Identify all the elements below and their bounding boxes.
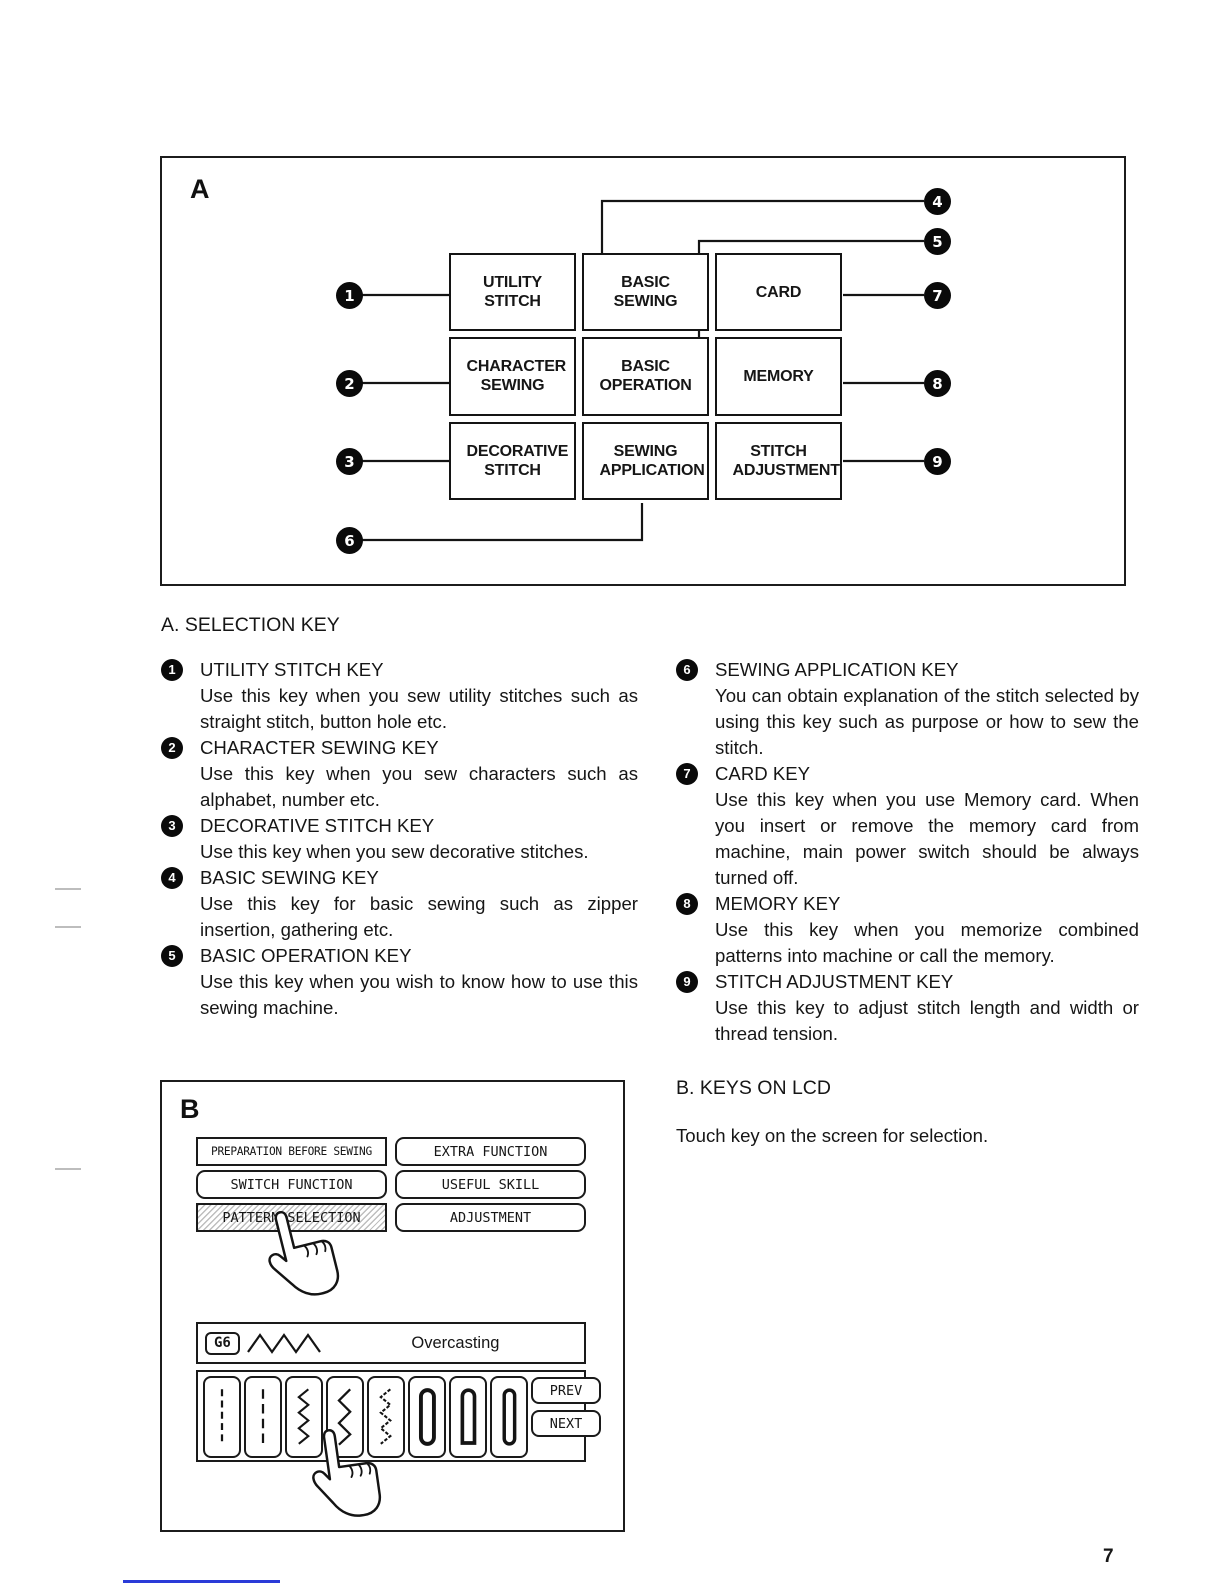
lcd-button-preparation-before-sewing: PREPARATION BEFORE SEWING <box>196 1137 387 1166</box>
item-title: CHARACTER SEWING KEY <box>200 737 439 758</box>
key-description-item <box>161 657 638 735</box>
stitch-button <box>203 1376 241 1458</box>
key-description-item <box>676 761 1139 891</box>
item-title: BASIC SEWING KEY <box>200 867 379 888</box>
item-title: DECORATIVE STITCH KEY <box>200 815 435 836</box>
key-decorative-stitch: DECORATIVE STITCH <box>449 422 576 500</box>
stitch-name-label: Overcasting <box>411 1333 500 1352</box>
callout-6: 6 <box>336 527 363 554</box>
scan-mark <box>55 926 81 928</box>
lcd-stitch-header <box>196 1322 586 1364</box>
item-description: Use this key when you use Memory card. When you insert or remove the memory card from machine, main power switch should be always turned off. <box>715 789 1139 888</box>
item-number-badge: 5 <box>161 945 183 967</box>
item-title: CARD KEY <box>715 763 811 784</box>
item-title: BASIC OPERATION KEY <box>200 945 412 966</box>
key-description-item <box>161 865 638 943</box>
key-description-item <box>161 735 638 813</box>
item-description: Use this key when you sew utility stitches such as straight stitch, button hole etc. <box>200 685 638 732</box>
key-basic-sewing: BASIC SEWING <box>582 253 709 331</box>
callout-3: 3 <box>336 448 363 475</box>
item-number-badge: 2 <box>161 737 183 759</box>
item-number-badge: 1 <box>161 659 183 681</box>
lcd-button-useful-skill: USEFUL SKILL <box>395 1170 586 1199</box>
straight-stitch-dashed-icon <box>209 1382 235 1452</box>
buttonhole-round-icon <box>414 1382 440 1452</box>
buttonhole-square-icon <box>455 1382 481 1452</box>
lcd-keys-diagram <box>160 1080 625 1532</box>
lcd-button-extra-function: EXTRA FUNCTION <box>395 1137 586 1166</box>
lcd-menu-row <box>196 1137 586 1166</box>
callout-2: 2 <box>336 370 363 397</box>
lcd-menu-row <box>196 1170 586 1199</box>
key-description-item <box>161 813 638 865</box>
item-description: Use this key when you sew characters such as alphabet, number etc. <box>200 763 638 810</box>
item-description: Use this key to adjust stitch length and width or thread tension. <box>715 997 1139 1044</box>
item-description: You can obtain explanation of the stitch selected by using this key such as purpose or how to sew the stitch. <box>715 685 1139 758</box>
callout-9: 9 <box>924 448 951 475</box>
key-description-item <box>676 891 1139 969</box>
scan-mark <box>55 888 81 890</box>
section-a-left-column <box>161 657 638 1021</box>
item-number-badge: 7 <box>676 763 698 785</box>
selection-key-diagram <box>160 156 1126 586</box>
item-title: STITCH ADJUSTMENT KEY <box>715 971 954 992</box>
stitch-button <box>408 1376 446 1458</box>
key-description-item <box>676 657 1139 761</box>
item-number-badge: 6 <box>676 659 698 681</box>
item-description: Use this key for basic sewing such as zipper insertion, gathering etc. <box>200 893 638 940</box>
item-number-badge: 3 <box>161 815 183 837</box>
lcd-stitch-buttons <box>196 1370 586 1462</box>
stitch-button <box>449 1376 487 1458</box>
callout-5: 5 <box>924 228 951 255</box>
item-number-badge: 9 <box>676 971 698 993</box>
scan-mark <box>55 1168 81 1170</box>
key-stitch-adjustment: STITCH ADJUSTMENT <box>715 422 842 500</box>
panel-a-label: A <box>190 174 210 204</box>
page-number: 7 <box>1103 1546 1114 1567</box>
key-card: CARD <box>715 253 842 331</box>
item-number-badge: 8 <box>676 893 698 915</box>
zigzag-preview-icon <box>246 1330 334 1356</box>
stitch-button <box>244 1376 282 1458</box>
callout-8: 8 <box>924 370 951 397</box>
panel-b-label: B <box>180 1094 200 1124</box>
item-title: SEWING APPLICATION KEY <box>715 659 959 680</box>
item-title: MEMORY KEY <box>715 893 841 914</box>
section-b-heading: B. KEYS ON LCD <box>676 1077 831 1099</box>
item-description: Use this key when you sew decorative stitches. <box>200 841 589 862</box>
item-number-badge: 4 <box>161 867 183 889</box>
section-b-body: Touch key on the screen for selection. <box>676 1125 989 1146</box>
prev-button: PREV <box>531 1377 601 1404</box>
key-memory: MEMORY <box>715 337 842 415</box>
key-sewing-application: SEWING APPLICATION <box>582 422 709 500</box>
buttonhole-narrow-icon <box>496 1382 522 1452</box>
lcd-button-switch-function: SWITCH FUNCTION <box>196 1170 387 1199</box>
callout-7: 7 <box>924 282 951 309</box>
key-character-sewing: CHARACTER SEWING <box>449 337 576 415</box>
section-a-heading: A. SELECTION KEY <box>161 614 340 636</box>
lcd-button-adjustment: ADJUSTMENT <box>395 1203 586 1232</box>
key-basic-operation: BASIC OPERATION <box>582 337 709 415</box>
key-description-item <box>161 943 638 1021</box>
lcd-button-pattern-selection: PATTERN SELECTION <box>196 1203 387 1232</box>
pointing-hand-icon <box>295 1420 396 1532</box>
section-a-right-column <box>676 657 1139 1047</box>
item-description: Use this key when you wish to know how to use this sewing machine. <box>200 971 638 1018</box>
stitch-button <box>490 1376 528 1458</box>
selection-key-grid <box>449 253 842 500</box>
callout-1: 1 <box>336 282 363 309</box>
next-button: NEXT <box>531 1410 601 1437</box>
scan-artifact-line <box>123 1580 280 1583</box>
callout-4: 4 <box>924 188 951 215</box>
stitch-group-badge: G6 <box>205 1332 240 1355</box>
straight-stitch-dashed-long-icon <box>250 1382 276 1452</box>
key-description-item <box>676 969 1139 1047</box>
item-title: UTILITY STITCH KEY <box>200 659 384 680</box>
stitch-nav-column <box>531 1376 601 1456</box>
key-utility-stitch: UTILITY STITCH <box>449 253 576 331</box>
item-description: Use this key when you memorize combined patterns into machine or call the memory. <box>715 919 1139 966</box>
